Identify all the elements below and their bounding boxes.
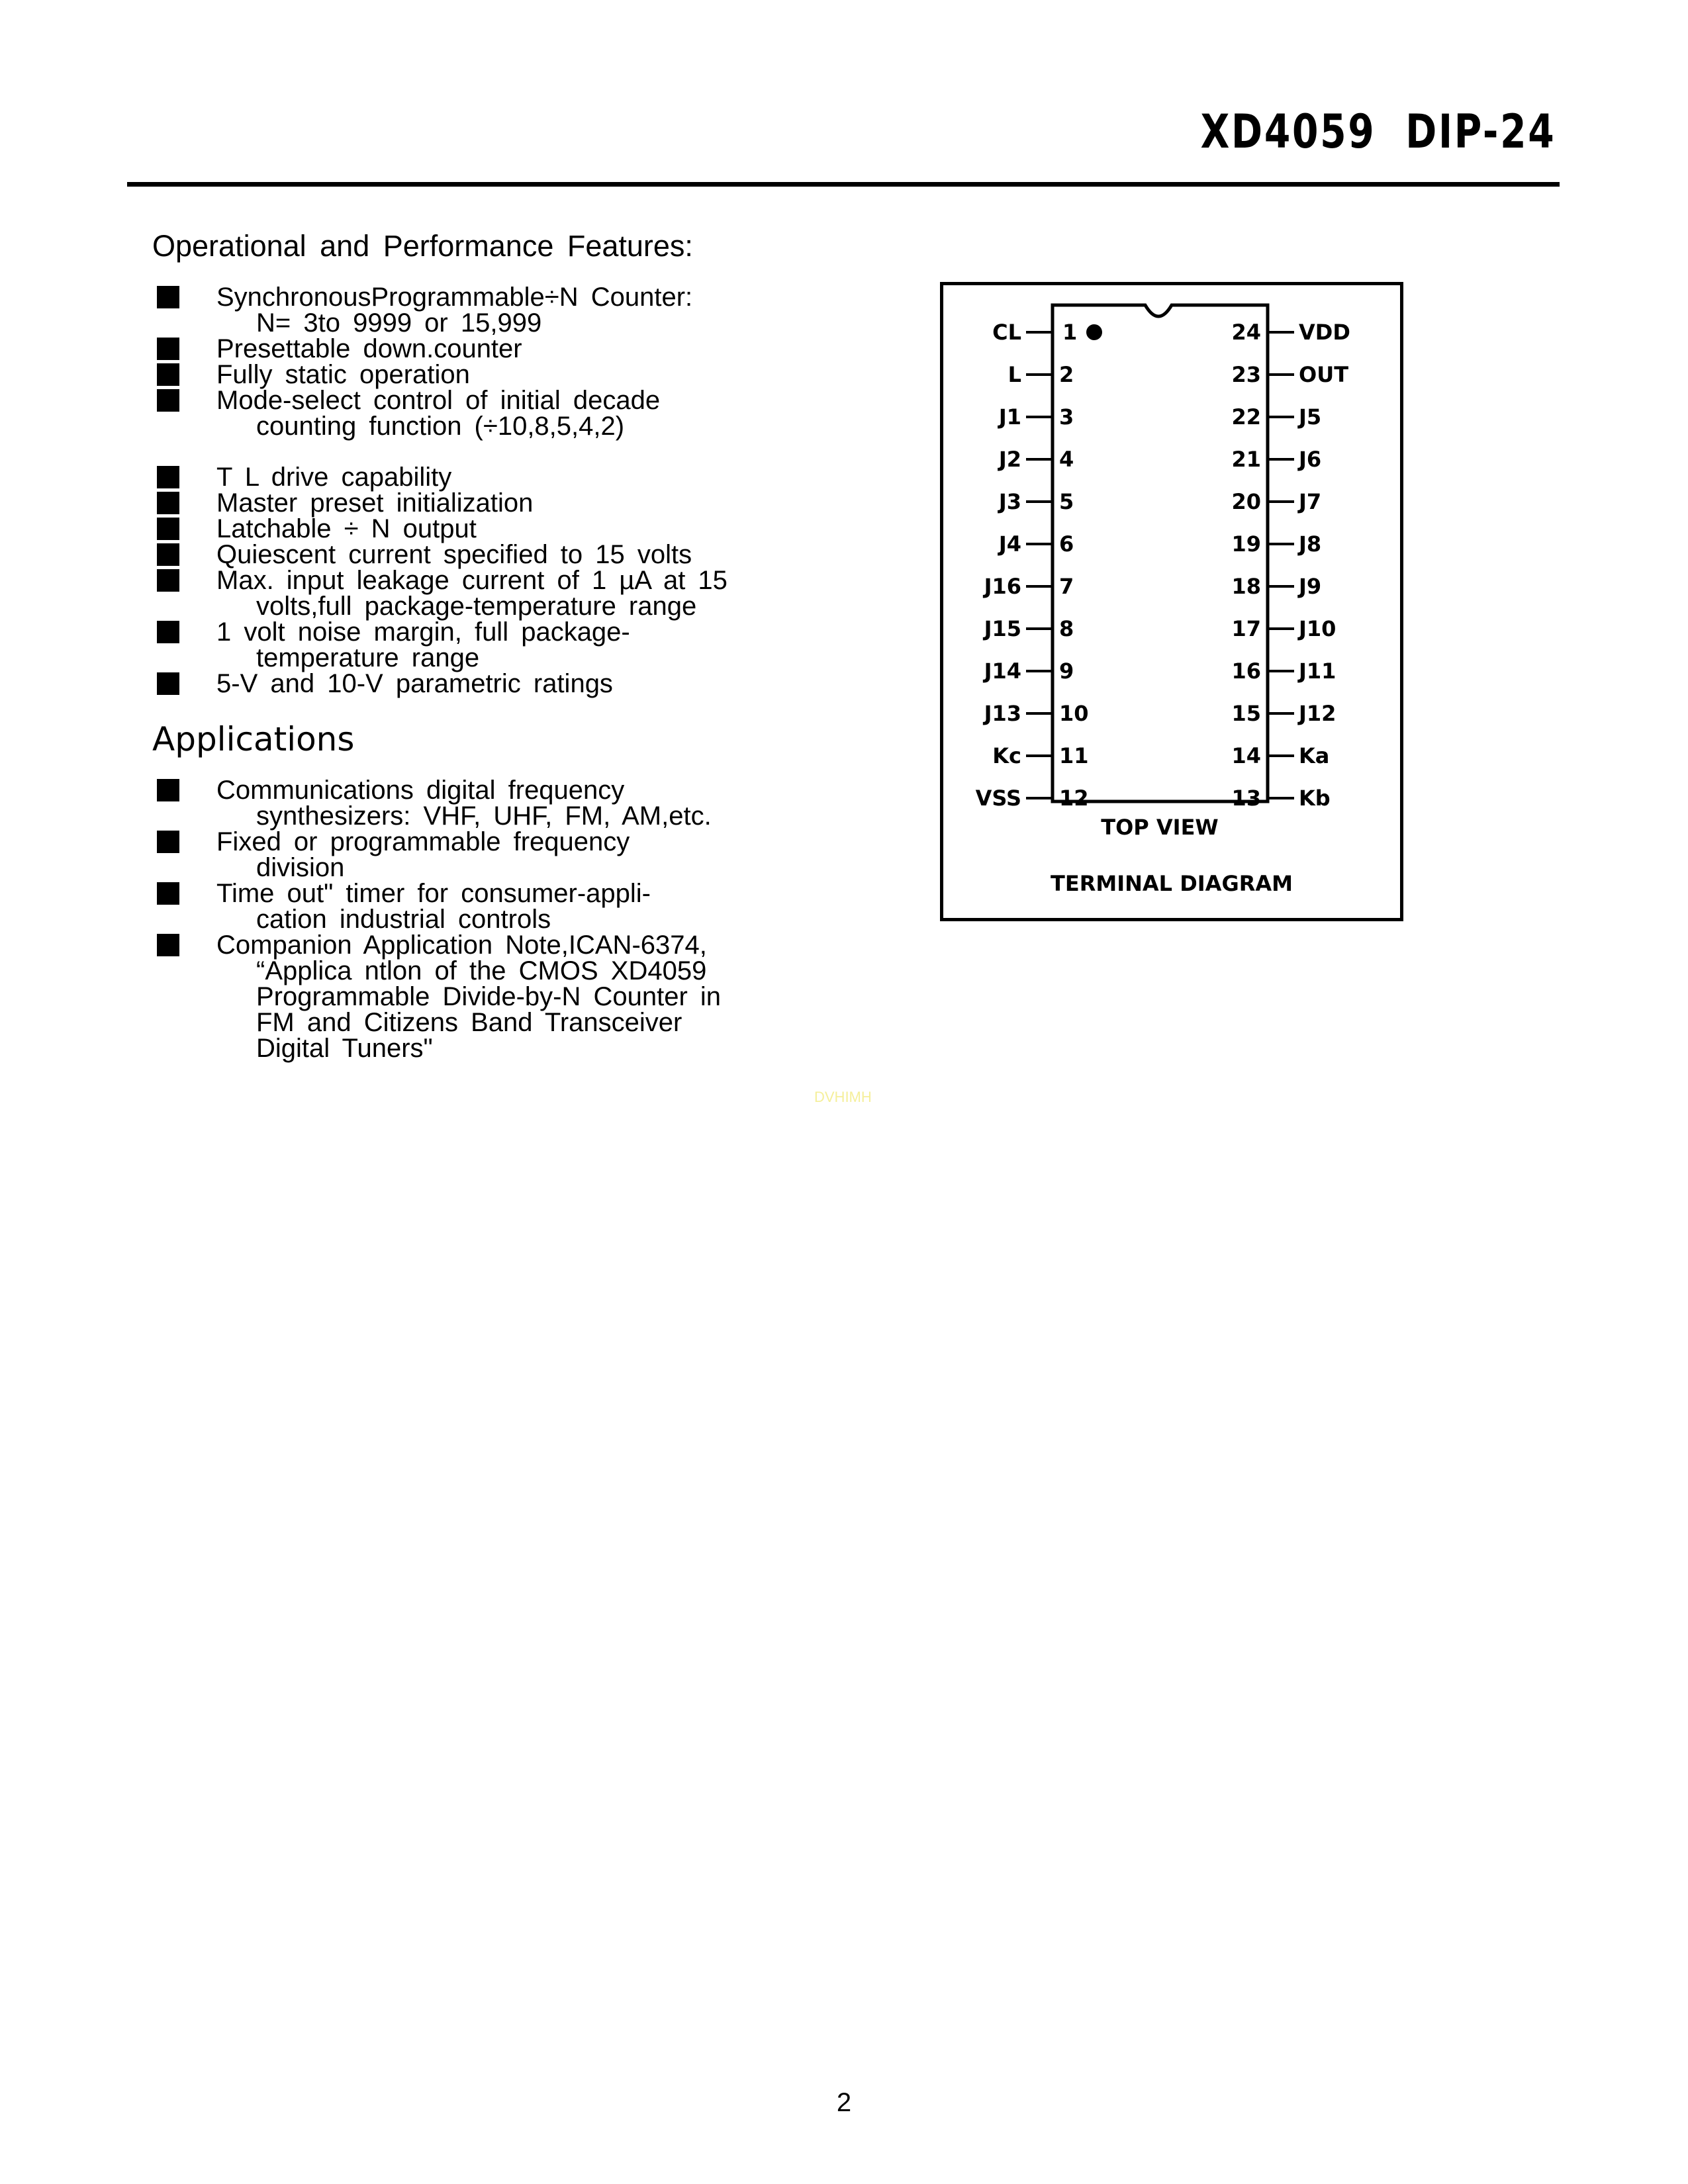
pin-number-left: 6 xyxy=(1059,531,1074,557)
pin-label-left: J15 xyxy=(984,616,1021,641)
pin-number-right: 15 xyxy=(1231,701,1261,726)
list-item-text: N= 3to 9999 or 15,999 xyxy=(256,308,542,338)
pin-number-right: 17 xyxy=(1231,616,1261,641)
list-item-text: Fixed or programmable frequency xyxy=(216,827,630,856)
pin-number-right: 18 xyxy=(1231,574,1261,599)
watermark: DVHIMH xyxy=(814,1089,872,1105)
list-item-text: Time out" timer for consumer-appli- xyxy=(216,879,651,908)
list-item-text: volts,full package-temperature range xyxy=(256,592,697,621)
pin-number-left: 11 xyxy=(1059,743,1089,768)
document-title: XD4059 DIP-24 xyxy=(1200,105,1556,159)
pin-number-right: 22 xyxy=(1231,404,1261,430)
pin-label-right: J7 xyxy=(1299,489,1322,514)
square-bullet-icon xyxy=(157,286,179,308)
pin-label-left: VSS xyxy=(975,786,1021,811)
list-item-text: Presettable down.counter xyxy=(216,334,522,363)
features-list-2 xyxy=(0,465,794,697)
pin-number-left: 5 xyxy=(1059,489,1074,514)
list-item-text: division xyxy=(256,853,345,882)
list-item-text: 1 volt noise margin, full package- xyxy=(216,617,630,647)
list-item-text: “Applica ntlon of the CMOS XD4059 xyxy=(256,956,707,985)
applications-list xyxy=(0,778,794,1062)
list-item xyxy=(0,465,794,490)
pin-label-left: J16 xyxy=(984,574,1021,599)
list-item xyxy=(0,542,794,568)
pin-number-right: 14 xyxy=(1231,743,1261,768)
list-item-text: Programmable Divide-by-N Counter in xyxy=(256,982,722,1011)
pin-label-right: Kb xyxy=(1299,786,1331,811)
pinout-drawing xyxy=(943,285,1400,918)
list-item-text: Mode-select control of initial decade xyxy=(216,386,661,415)
list-item-text: 5-V and 10-V parametric ratings xyxy=(216,669,613,698)
square-bullet-icon xyxy=(157,543,179,566)
applications-heading: Applications xyxy=(152,720,355,758)
pin-label-left: J13 xyxy=(984,701,1021,726)
pin-number-left: 10 xyxy=(1059,701,1089,726)
list-item xyxy=(0,362,794,388)
features-list-1 xyxy=(0,285,794,439)
list-item-text: FM and Citizens Band Transceiver xyxy=(256,1008,682,1037)
pin1-marker xyxy=(1086,324,1102,340)
list-item-text: Communications digital frequency xyxy=(216,776,625,805)
pin-label-right: J8 xyxy=(1299,531,1322,557)
pin-label-right: VDD xyxy=(1299,320,1350,345)
top-view-label: TOP VIEW xyxy=(1101,815,1219,840)
list-item xyxy=(0,829,794,881)
features-heading: Operational and Performance Features: xyxy=(152,229,693,263)
pin-label-left: J2 xyxy=(998,447,1021,472)
square-bullet-icon xyxy=(157,518,179,540)
pin-number-left: 12 xyxy=(1059,786,1089,811)
pin-label-right: OUT xyxy=(1299,362,1349,387)
square-bullet-icon xyxy=(157,934,179,956)
page-number: 2 xyxy=(836,2088,852,2117)
list-item-text: Latchable ÷ N output xyxy=(216,514,477,543)
pin-number-left: 8 xyxy=(1059,616,1074,641)
square-bullet-icon xyxy=(157,466,179,488)
list-item xyxy=(0,388,794,439)
list-item xyxy=(0,778,794,829)
pin-label-right: J12 xyxy=(1299,701,1336,726)
pin-number-left: 4 xyxy=(1059,447,1074,472)
pin-label-right: Ka xyxy=(1299,743,1330,768)
list-item xyxy=(0,516,794,542)
list-item-text: Master preset initialization xyxy=(216,488,534,518)
square-bullet-icon xyxy=(157,779,179,801)
pin-number-left: 3 xyxy=(1059,404,1074,430)
pin-number-right: 13 xyxy=(1231,786,1261,811)
square-bullet-icon xyxy=(157,492,179,514)
pin-number-left: 1 xyxy=(1062,320,1078,345)
list-item-text: synthesizers: VHF, UHF, FM, AM,etc. xyxy=(256,801,712,831)
list-item-text: Quiescent current specified to 15 volts xyxy=(216,540,692,569)
square-bullet-icon xyxy=(157,363,179,386)
pin-label-left: J14 xyxy=(984,659,1021,684)
square-bullet-icon xyxy=(157,338,179,360)
list-item xyxy=(0,285,794,336)
list-item xyxy=(0,336,794,362)
pin-label-right: J10 xyxy=(1299,616,1336,641)
pin-number-left: 7 xyxy=(1059,574,1074,599)
list-item xyxy=(0,881,794,933)
list-item-text: cation industrial controls xyxy=(256,905,551,934)
pin-label-left: CL xyxy=(992,320,1021,345)
diagram-title: TERMINAL DIAGRAM xyxy=(1051,871,1293,896)
list-item xyxy=(0,671,794,697)
square-bullet-icon xyxy=(157,569,179,592)
pin-number-left: 9 xyxy=(1059,659,1074,684)
list-item-text: counting function (÷10,8,5,4,2) xyxy=(256,412,625,441)
pin-number-right: 24 xyxy=(1231,320,1261,345)
square-bullet-icon xyxy=(157,831,179,853)
square-bullet-icon xyxy=(157,621,179,643)
pin-number-right: 20 xyxy=(1231,489,1261,514)
header-divider xyxy=(127,182,1560,187)
list-item xyxy=(0,619,794,671)
list-item-text: Digital Tuners" xyxy=(256,1034,433,1063)
list-item-text: T L drive capability xyxy=(216,463,452,492)
pin-label-left: J1 xyxy=(998,404,1021,430)
pin-label-right: J6 xyxy=(1299,447,1322,472)
pin-number-right: 21 xyxy=(1231,447,1261,472)
pin-number-right: 23 xyxy=(1231,362,1261,387)
pin-label-left: J3 xyxy=(998,489,1021,514)
list-item-text: temperature range xyxy=(256,643,480,672)
pin-label-right: J9 xyxy=(1299,574,1322,599)
list-item-text: Companion Application Note,ICAN-6374, xyxy=(216,931,707,960)
pin-label-right: J11 xyxy=(1299,659,1336,684)
list-item-text: Fully static operation xyxy=(216,360,470,389)
pin-label-right: J5 xyxy=(1299,404,1322,430)
terminal-diagram xyxy=(940,282,1403,921)
pin-number-left: 2 xyxy=(1059,362,1074,387)
pin-number-right: 19 xyxy=(1231,531,1261,557)
square-bullet-icon xyxy=(157,389,179,412)
list-item-text: SynchronousProgrammable÷N Counter: xyxy=(216,283,693,312)
list-item xyxy=(0,933,794,1062)
square-bullet-icon xyxy=(157,672,179,695)
pin-label-left: J4 xyxy=(998,531,1021,557)
square-bullet-icon xyxy=(157,882,179,905)
pin-label-left: Kc xyxy=(992,743,1021,768)
list-item xyxy=(0,490,794,516)
list-item-text: Max. input leakage current of 1 µA at 15 xyxy=(216,566,727,595)
list-item xyxy=(0,568,794,619)
pin-label-left: L xyxy=(1008,362,1021,387)
pin-number-right: 16 xyxy=(1231,659,1261,684)
